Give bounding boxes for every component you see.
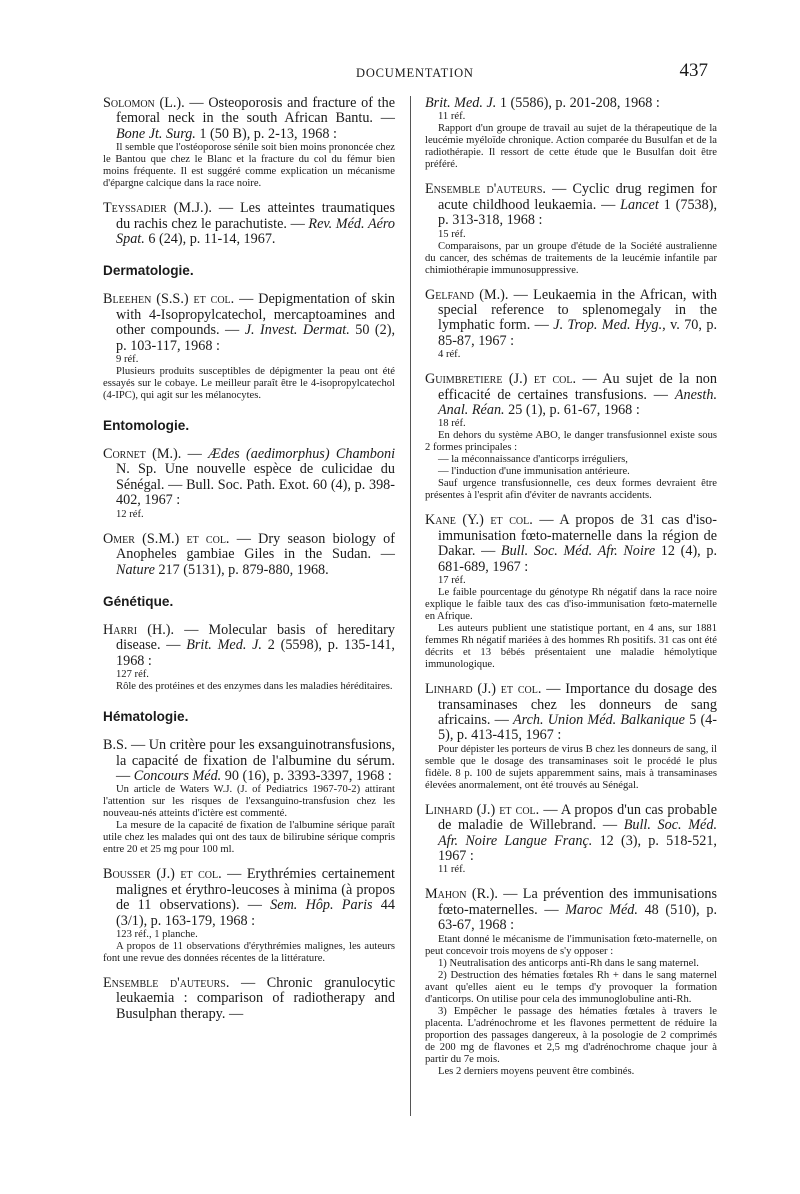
- citation: [425, 372, 717, 418]
- entry-details: 1 (7538), p. 313-318, 1968 :: [438, 196, 717, 229]
- abstract-paragraph: — l'induction d'une immunisation antérieure.: [438, 466, 630, 478]
- entry-details: 1 (50 B), p. 2-13, 1968 :: [195, 125, 337, 142]
- citation: [425, 182, 717, 228]
- bibliography-entry: [103, 201, 395, 247]
- reference-count: 15 réf.: [438, 228, 466, 240]
- bibliography-entry: [103, 623, 395, 693]
- abstract-paragraph: Etant donné le mécanisme de l'immunisation fœto-maternelle, on peut concevoir trois moyens de s'y opposer :: [425, 933, 717, 957]
- entry-journal: Bull. Soc. Méd. Afr. Noire: [500, 543, 656, 560]
- abstract-paragraph: Rôle des protéines et des enzymes dans les maladies héréditaires.: [116, 681, 393, 693]
- entry-journal: J. Trop. Med. Hyg.,: [553, 317, 666, 334]
- entry-journal: Rev. Méd. Aéro Spat.: [116, 215, 395, 248]
- bibliography-entry: [425, 372, 717, 502]
- entry-details: 6 (24), p. 11-14, 1967.: [144, 231, 276, 248]
- entry-title: — Erythrémies certainement malignes et érythro-leucoses à minima (à propos de 11 observations). —: [116, 866, 395, 914]
- entry-details: 48 (510), p. 63-67, 1968 :: [438, 901, 717, 934]
- entry-details: 25 (1), p. 61-67, 1968 :: [504, 402, 640, 419]
- bibliography-entry: [425, 182, 717, 276]
- abstract-paragraph: Pour dépister les porteurs de virus B chez les donneurs de sang, il semble que le dosage des transaminases soit le procédé le plus fidèle. 8 p. 100 de sujets apparemment sains, mais à transaminases élevées anormalement, ont été trouvés au Sénégal.: [425, 743, 717, 791]
- entry-journal: Lancet: [620, 196, 659, 213]
- citation: [103, 976, 395, 1022]
- bibliography-entry: [103, 738, 395, 856]
- entry-title: — A propos d'un cas probable de maladie de Willebrand. —: [438, 801, 717, 834]
- entry-details: 2 (5598), p. 135-141, 1968 :: [116, 637, 395, 669]
- section-heading: Entomologie.: [103, 418, 190, 434]
- entry-author: Bleehen (S.S.) et col.: [103, 291, 235, 308]
- bibliography-entry: [425, 513, 717, 671]
- entry-journal: Bone Jt. Surg.: [116, 125, 196, 142]
- entry-details: 12 (4), p. 681-689, 1967 :: [438, 543, 718, 575]
- entry-journal: Brit. Med. J.: [186, 637, 262, 654]
- abstract-paragraph: Sauf urgence transfusionnelle, ces deux formes devraient être présentes à l'esprit afin d'éviter de navrants accidents.: [425, 478, 717, 502]
- reference-count: 12 réf.: [116, 508, 144, 520]
- entry-details: 44 (3/1), p. 163-179, 1968 :: [116, 897, 395, 929]
- entry-journal: Sem. Hôp. Paris: [270, 897, 373, 914]
- bibliography-entry: [425, 288, 717, 362]
- running-title: DOCUMENTATION: [356, 66, 474, 80]
- entry-journal: Brit. Med. J.: [425, 95, 497, 111]
- entry-journal: Anesth. Anal. Réan.: [438, 386, 717, 419]
- citation: [103, 292, 395, 354]
- abstract-paragraph: 3) Empêcher le passage des hématies fœtales à travers le placenta. L'adrénochrome et les flavones permettent de réduire la proportion des passages dangereux, à la posologie de 2 comprimés de 200 mg de flavones et 2,5 mg d'adrénochrome chaque jour à partir du 7e mois.: [425, 1005, 717, 1065]
- entry-journal: Ædes (aedimorphus) Chamboni: [208, 446, 396, 463]
- citation: [103, 447, 395, 509]
- entry-title: — A propos de 31 cas d'iso-immunisation fœto-maternelle dans la région de Dakar. —: [438, 512, 717, 560]
- reference-count: 123 réf., 1 planche.: [116, 928, 198, 940]
- page-header: [0, 62, 800, 86]
- right-column: [425, 96, 717, 1089]
- bibliography-entry: [103, 292, 395, 402]
- entry-details: 90 (16), p. 3393-3397, 1968 :: [221, 767, 392, 784]
- entry-author: Linhard (J.) et col.: [425, 681, 542, 698]
- entry-author: B.S.: [103, 737, 128, 754]
- entry-author: Ensemble d'auteurs.: [425, 181, 546, 198]
- reference-count: 11 réf.: [438, 864, 466, 876]
- entry-author: Guimbretiere (J.) et col.: [425, 371, 577, 388]
- bibliography-entry: [425, 887, 717, 1077]
- abstract-paragraph: Les 2 derniers moyens peuvent être combinés.: [438, 1065, 635, 1077]
- section-heading: Hématologie.: [103, 709, 189, 725]
- section-heading: Génétique.: [103, 593, 174, 609]
- abstract-paragraph: En dehors du système ABO, le danger transfusionnel existe sous 2 formes principales :: [425, 430, 717, 454]
- citation: [425, 887, 717, 933]
- abstract-paragraph: Le faible pourcentage du génotype Rh négatif dans la race noire explique le faible taux des cas d'iso-immunisation fœto-maternelle en Afrique.: [425, 587, 717, 623]
- bibliography-entry: [425, 803, 717, 877]
- left-column: [103, 96, 395, 1033]
- citation: [425, 682, 717, 744]
- entry-title: — Importance du dosage des transaminases chez les donneurs de sang africains. —: [438, 681, 717, 728]
- citation: [425, 288, 717, 350]
- entry-title: —: [181, 446, 209, 463]
- citation: [103, 96, 395, 142]
- entry-details: 12 (3), p. 518-521, 1967 :: [438, 832, 717, 864]
- abstract-paragraph: 2) Destruction des hématies fœtales Rh + dans le sang maternel avant qu'elles aient eu le temps d'y provoquer la formation d'anticorps. On utilise pour cela des immunoglobuline anti-Rh.: [425, 969, 717, 1005]
- entry-title: — Cyclic drug regimen for acute childhood leukaemia. —: [438, 181, 717, 213]
- citation: [425, 96, 717, 111]
- entry-details: 217 (5131), p. 879-880, 1968.: [154, 561, 329, 578]
- citation: [425, 803, 717, 865]
- citation: [103, 867, 395, 929]
- reference-count: 4 réf.: [438, 349, 461, 361]
- entry-author: Cornet (M.).: [103, 446, 182, 463]
- abstract-paragraph: Plusieurs produits susceptibles de dépigmenter la peau ont été essayés sur le cobaye. Le meilleur paraît être le 4-isopropylcatechol (4-IPC), qui agit sur les mélanocytes.: [103, 366, 395, 402]
- entry-details: 1 (5586), p. 201-208, 1968 :: [496, 95, 660, 111]
- bibliography-entry: [425, 96, 717, 171]
- column-divider: [410, 96, 411, 1116]
- entry-journal: Concours Méd.: [133, 767, 222, 784]
- citation: [103, 532, 395, 578]
- entry-title: — Leukaemia in the African, with special reference to splenomegaly in the lymphatic form. —: [438, 286, 717, 334]
- abstract-paragraph: — la méconnaissance d'anticorps irréguliers,: [438, 454, 628, 466]
- entry-author: Ensemble d'auteurs.: [103, 974, 230, 991]
- bibliography-entry: [103, 96, 395, 190]
- abstract-paragraph: Les auteurs publient une statistique portant, en 4 ans, sur 1881 femmes Rh négatif mariées à des hommes Rh positifs. 31 cas ont été décrits et 13 bébés présentaient une maladie hémolytique immunologique.: [425, 623, 717, 671]
- abstract-paragraph: Il semble que l'ostéoporose sénile soit bien moins prononcée chez le Bantou que chez le Blanc et la fracture du col du fémur bien moins fréquente. Il est suggéré comme explication un mécanisme d'épargne calcique dans la race noire.: [103, 142, 395, 190]
- abstract-paragraph: Rapport d'un groupe de travail au sujet de la thérapeutique de la leucémie myéloïde chronique. Action comparée du Busulfan et de la radiothérapie. Il ressort de cette étude que le Busulfan doit être préféré.: [425, 123, 717, 171]
- bibliography-entry: [425, 682, 717, 792]
- entry-journal: Maroc Méd.: [565, 901, 638, 918]
- entry-details: 50 (2), p. 103-117, 1968 :: [116, 322, 395, 354]
- abstract-paragraph: 1) Neutralisation des anticorps anti-Rh dans le sang maternel.: [438, 957, 699, 969]
- entry-details: 5 (4-5), p. 413-415, 1967 :: [438, 711, 718, 744]
- entry-title: — Depigmentation of skin with 4-Isopropylcatechol, mercaptoamines and other compounds. —: [116, 291, 395, 339]
- reference-count: 17 réf.: [438, 575, 466, 587]
- section-heading: Dermatologie.: [103, 263, 194, 279]
- entry-author: Solomon (L.).: [103, 95, 185, 111]
- entry-author: Teyssadier (M.J.).: [103, 200, 212, 217]
- bibliography-entry: [103, 867, 395, 965]
- entry-author: Harri (H.).: [103, 621, 175, 638]
- entry-details: N. Sp. Une nouvelle espèce de culicidae du Sénégal. — Bull. Soc. Path. Exot. 60 (4), p. 398-402, 1967 :: [116, 461, 395, 509]
- bibliography-entry: [103, 976, 395, 1022]
- abstract-paragraph: La mesure de la capacité de fixation de l'albumine sérique paraît utile chez les malades qui ont des taux de bilirubine sérique compris entre 20 et 25 mg pour 100 ml.: [103, 820, 395, 856]
- entry-title: — Au sujet de la non efficacité de certaines transfusions. —: [438, 371, 717, 403]
- reference-count: 9 réf.: [116, 354, 139, 366]
- entry-title: — La prévention des immunisations fœto-maternelles. —: [438, 886, 717, 918]
- entry-journal: Arch. Union Méd. Balkanique: [512, 711, 685, 728]
- entry-author: Gelfand (M.).: [425, 286, 509, 303]
- reference-count: 18 réf.: [438, 418, 466, 430]
- entry-title: — Molecular basis of hereditary disease. —: [116, 621, 395, 654]
- citation: [103, 201, 395, 247]
- entry-author: Mahon (R.).: [425, 886, 498, 903]
- citation: [103, 738, 395, 784]
- entry-author: Bousser (J.) et col.: [103, 866, 222, 883]
- bibliography-entry: [103, 532, 395, 578]
- entry-title: — Chronic granulocytic leukaemia : comparison of radiotherapy and Busulphan therapy. —: [116, 974, 396, 1022]
- entry-journal: Bull. Soc. Méd. Afr. Noire Langue Franç.: [438, 817, 717, 849]
- entry-journal: Nature: [116, 561, 155, 578]
- bibliography-entry: [103, 447, 395, 521]
- page-number: 437: [679, 60, 708, 81]
- entry-title: — Dry season biology of Anopheles gambiae Giles in the Sudan. —: [116, 530, 395, 563]
- reference-count: 127 réf.: [116, 669, 149, 681]
- entry-journal: J. Invest. Dermat.: [244, 322, 350, 339]
- citation: [425, 513, 717, 575]
- entry-author: Omer (S.M.) et col.: [103, 530, 230, 547]
- abstract-paragraph: Comparaisons, par un groupe d'étude de la Société australienne du cancer, des schémas de traitements de la leucémie infantile par chimiothérapie immunosuppressive.: [425, 240, 717, 276]
- abstract-paragraph: Un article de Waters W.J. (J. of Pediatrics 1967-70-2) attirant l'attention sur les risques de l'exsanguino-transfusion chez les nouveau-nés atteints d'ictère est commenté.: [103, 784, 395, 820]
- entry-title: — Les atteintes traumatiques du rachis chez le parachutiste. —: [116, 200, 395, 232]
- abstract-paragraph: A propos de 11 observations d'érythrémies malignes, les auteurs font une revue des données récentes de la littérature.: [103, 940, 395, 964]
- entry-author: Kane (Y.) et col.: [425, 512, 533, 529]
- entry-title: — Un critère pour les exsanguinotransfusions, la capacité de fixation de l'albumine du sérum. —: [116, 737, 395, 784]
- entry-author: Linhard (J.) et col.: [425, 801, 540, 818]
- entry-title: — Osteoporosis and fracture of the femoral neck in the south African Bantu. —: [116, 95, 395, 127]
- citation: [103, 623, 395, 669]
- reference-count: 11 réf.: [438, 111, 466, 123]
- entry-details: v. 70, p. 85-87, 1967 :: [438, 317, 717, 349]
